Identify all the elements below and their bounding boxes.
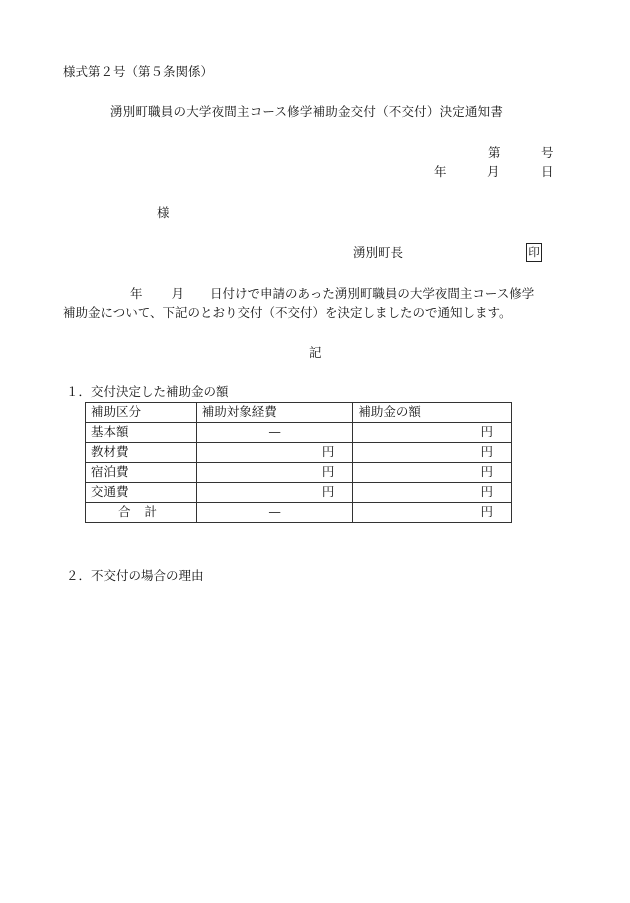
subsidy-amount-table [85, 402, 512, 523]
total-label-b: 計 [144, 504, 158, 520]
row-label: 基本額 [86, 423, 197, 443]
row-expense: — [196, 423, 353, 443]
row-amount: 円 [353, 463, 512, 483]
document-title: 湧別町職員の大学夜間主コース修学補助金交付（不交付）決定通知書 [110, 104, 504, 119]
total-expense: — [196, 503, 353, 523]
total-amount: 円 [353, 503, 512, 523]
form-number: 様式第２号（第５条関係） [63, 64, 214, 79]
header-eligible-expense: 補助対象経費 [196, 403, 353, 423]
row-amount: 円 [353, 423, 512, 443]
section-2-heading: ２．不交付の場合の理由 [66, 568, 204, 583]
header-category: 補助区分 [86, 403, 197, 423]
document-number-prefix: 第 [488, 145, 501, 160]
seal-box: 印 [526, 243, 542, 262]
total-label [86, 503, 197, 523]
addressee-honorific: 様 [157, 205, 170, 220]
row-label: 交通費 [86, 483, 197, 503]
body-text-line-2: 補助金について、下記のとおり交付（不交付）を決定しましたので通知します。 [63, 305, 512, 320]
body-year-label: 年 [130, 286, 143, 301]
body-text-line-1 [63, 288, 534, 301]
body-month-label: 月 [171, 286, 185, 301]
body-text-continuation: 日付けで申請のあった湧別町職員の大学夜間主コース修学 [210, 286, 535, 301]
ki-heading: 記 [309, 345, 322, 360]
date-day-label: 日 [541, 164, 554, 179]
table-row [86, 483, 512, 503]
table-row [86, 463, 512, 483]
table-total-row [86, 503, 512, 523]
row-label: 教材費 [86, 443, 197, 463]
date-year-label: 年 [434, 164, 447, 179]
header-subsidy-amount: 補助金の額 [353, 403, 512, 423]
table-row [86, 423, 512, 443]
row-expense: 円 [196, 483, 353, 503]
total-label-a: 合 [118, 504, 131, 520]
row-amount: 円 [353, 443, 512, 463]
section-1-heading: １．交付決定した補助金の額 [66, 384, 229, 399]
row-expense: 円 [196, 443, 353, 463]
table-header-row [86, 403, 512, 423]
row-amount: 円 [353, 483, 512, 503]
issuer-name: 湧別町長 [353, 245, 404, 260]
table-row [86, 443, 512, 463]
row-expense: 円 [196, 463, 353, 483]
row-label: 宿泊費 [86, 463, 197, 483]
document-number-suffix: 号 [541, 145, 554, 160]
date-month-label: 月 [487, 164, 500, 179]
